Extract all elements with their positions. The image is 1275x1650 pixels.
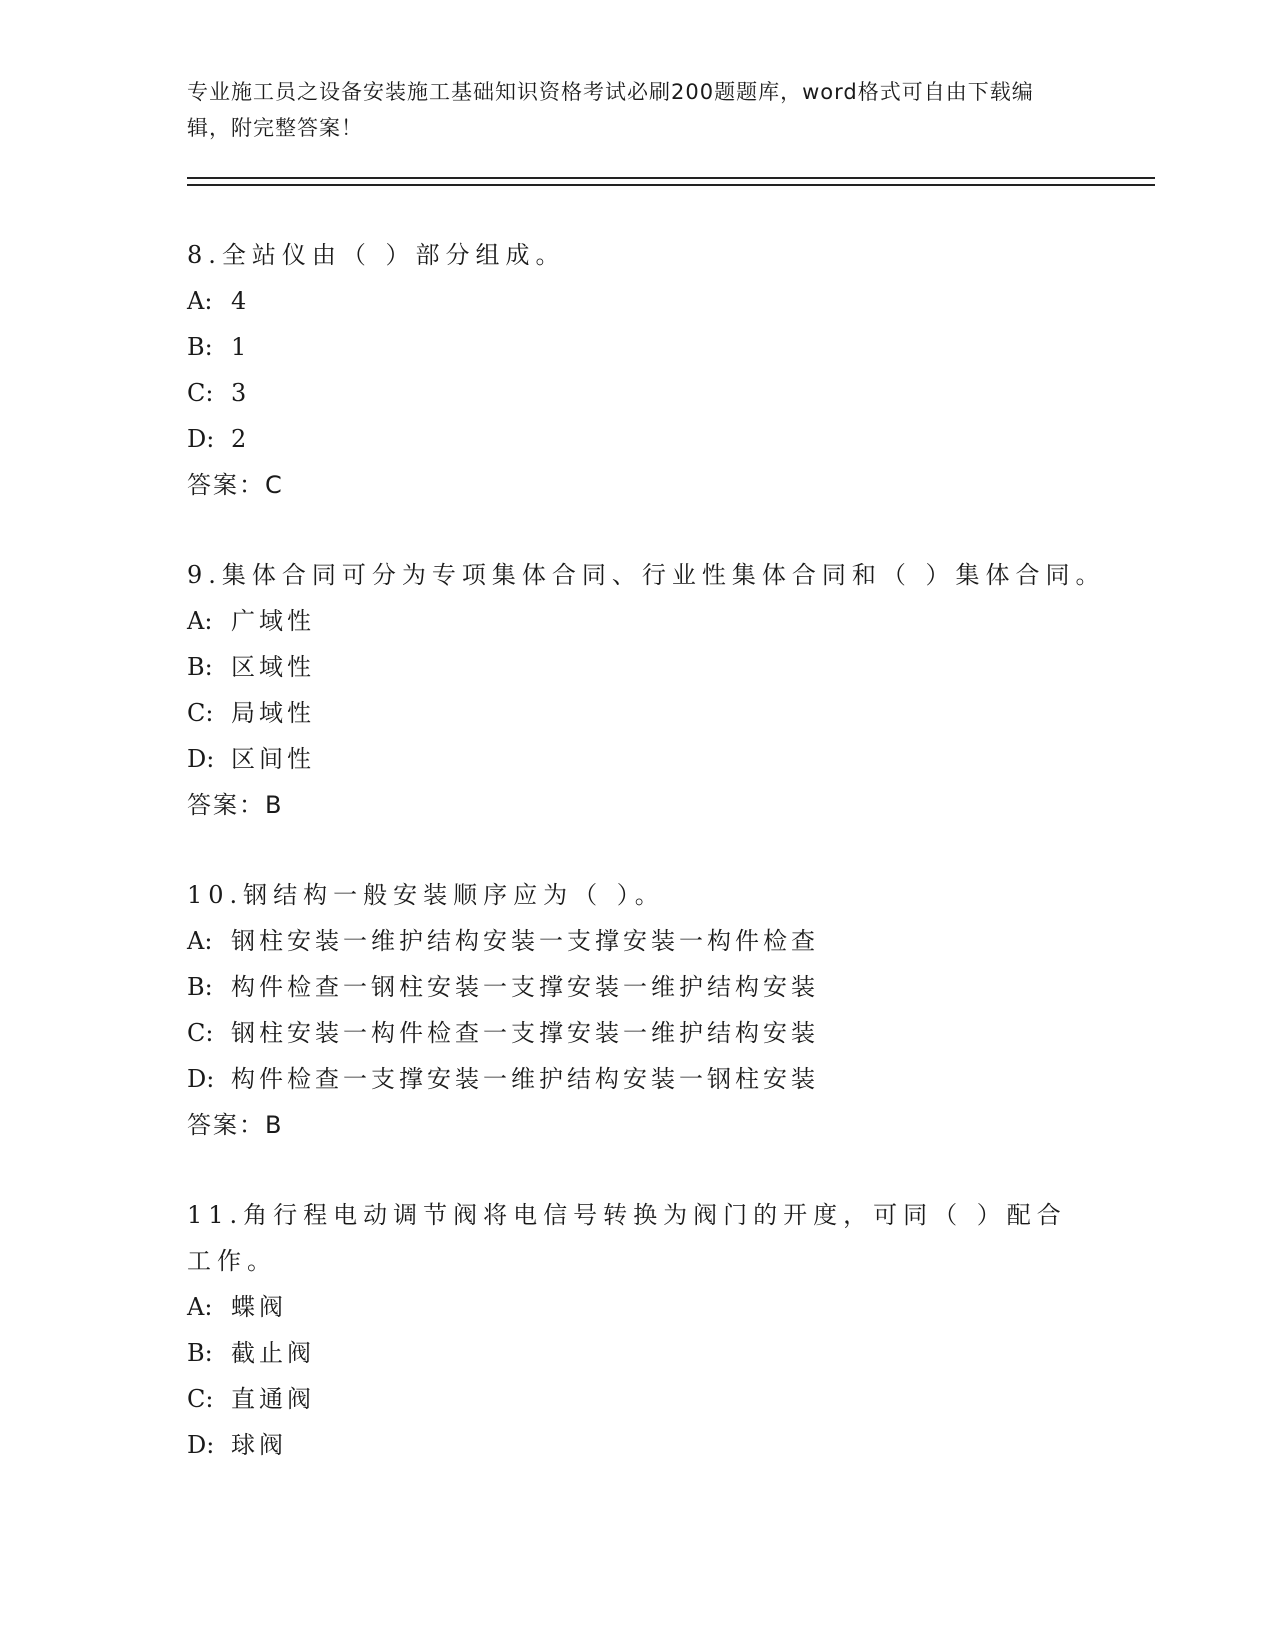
option-b xyxy=(187,324,1087,370)
answer-line: 答案：C xyxy=(187,471,284,499)
option-letter: B: xyxy=(187,1339,213,1367)
question-stem: 8.全站仪由（ ）部分组成。 xyxy=(187,241,566,269)
option-text: 球阀 xyxy=(231,1431,287,1459)
option-text: 构件检查一钢柱安装一支撑安装一维护结构安装 xyxy=(231,973,819,1001)
option-a xyxy=(187,278,1087,324)
option-c xyxy=(187,370,1087,416)
option-text: 钢柱安装一构件检查一支撑安装一维护结构安装 xyxy=(231,1019,819,1047)
option-text: 构件检查一支撑安装一维护结构安装一钢柱安装 xyxy=(231,1065,819,1093)
option-text: 区域性 xyxy=(231,653,315,681)
option-text: 蝶阀 xyxy=(231,1293,287,1321)
document-header-title: 专业施工员之设备安装施工基础知识资格考试必刷200题题库，word格式可自由下载编辑，附完整答案！ xyxy=(187,80,1034,140)
question-8 xyxy=(187,232,1087,508)
option-c xyxy=(187,690,1087,736)
option-letter: B: xyxy=(187,973,213,1001)
option-letter: D: xyxy=(187,745,215,773)
option-text: 1 xyxy=(231,333,251,361)
answer-line: 答案：B xyxy=(187,791,284,819)
option-letter: B: xyxy=(187,653,213,681)
option-letter: C: xyxy=(187,699,214,727)
option-d xyxy=(187,736,1087,782)
option-letter: C: xyxy=(187,379,214,407)
option-text: 4 xyxy=(231,287,251,315)
option-text: 2 xyxy=(231,425,251,453)
option-text: 截止阀 xyxy=(231,1339,315,1367)
answer-line: 答案：B xyxy=(187,1111,284,1139)
header-divider-bottom xyxy=(187,184,1155,186)
option-letter: A: xyxy=(187,607,213,635)
option-text: 广域性 xyxy=(231,607,315,635)
option-text: 直通阀 xyxy=(231,1385,315,1413)
option-text: 局域性 xyxy=(231,699,315,727)
option-d xyxy=(187,1056,1087,1102)
option-letter: B: xyxy=(187,333,213,361)
option-letter: C: xyxy=(187,1019,214,1047)
option-letter: A: xyxy=(187,287,213,315)
option-letter: D: xyxy=(187,425,215,453)
option-b xyxy=(187,644,1087,690)
option-a xyxy=(187,918,1087,964)
option-b xyxy=(187,964,1087,1010)
option-text: 钢柱安装一维护结构安装一支撑安装一构件检查 xyxy=(231,927,819,955)
option-letter: A: xyxy=(187,927,213,955)
question-9 xyxy=(187,552,1106,828)
header-divider-top xyxy=(187,177,1155,179)
question-stem: 11.角行程电动调节阀将电信号转换为阀门的开度，可同（ ）配合工作。 xyxy=(187,1201,1067,1275)
option-b xyxy=(187,1330,1087,1376)
option-a xyxy=(187,1284,1087,1330)
option-a xyxy=(187,598,1087,644)
question-10 xyxy=(187,872,1087,1148)
option-c xyxy=(187,1010,1087,1056)
option-d xyxy=(187,416,1087,462)
question-stem: 10.钢结构一般安装顺序应为（ ）。 xyxy=(187,881,665,909)
option-c xyxy=(187,1376,1087,1422)
question-11 xyxy=(187,1192,1087,1468)
option-letter: D: xyxy=(187,1065,215,1093)
option-d xyxy=(187,1422,1087,1468)
option-letter: A: xyxy=(187,1293,213,1321)
option-text: 3 xyxy=(231,379,251,407)
option-letter: D: xyxy=(187,1431,215,1459)
option-letter: C: xyxy=(187,1385,214,1413)
option-text: 区间性 xyxy=(231,745,315,773)
question-stem: 9.集体合同可分为专项集体合同、行业性集体合同和（ ）集体合同。 xyxy=(187,561,1106,589)
